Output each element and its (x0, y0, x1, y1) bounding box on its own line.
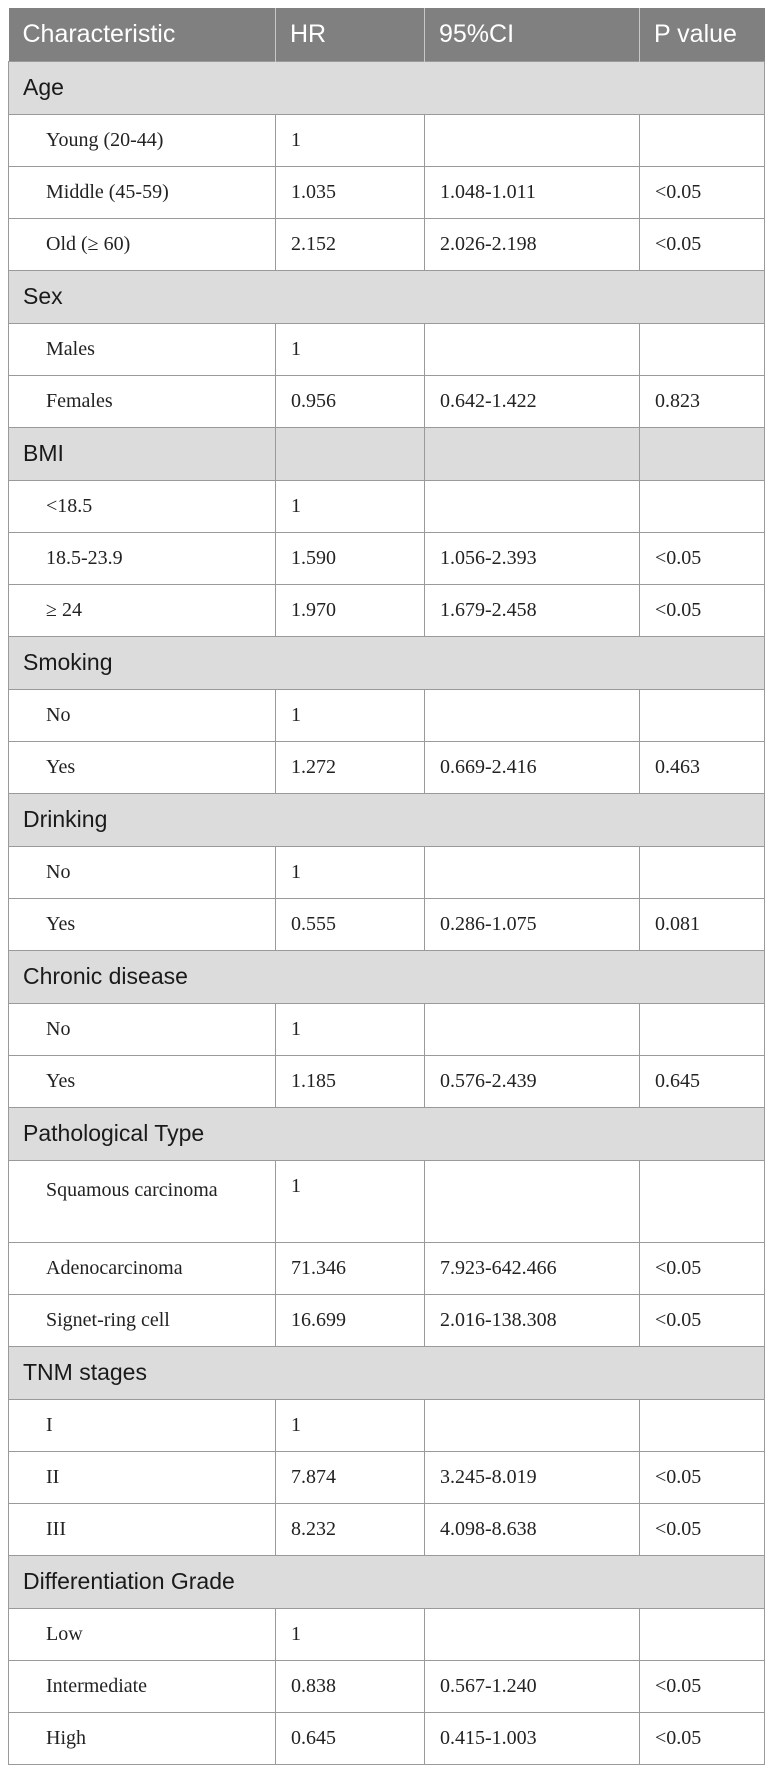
hr-cell: 16.699 (276, 1294, 425, 1346)
row-label: Males (9, 323, 276, 375)
group-label: Age (9, 61, 765, 114)
row-label: No (9, 689, 276, 741)
row-label: High (9, 1712, 276, 1764)
ci-cell (425, 846, 640, 898)
hr-cell: 1 (276, 1608, 425, 1660)
hr-cell: 1.272 (276, 741, 425, 793)
table-row (9, 1503, 765, 1555)
row-label: No (9, 1003, 276, 1055)
ci-cell: 0.286-1.075 (425, 898, 640, 950)
row-label: Adenocarcinoma (9, 1242, 276, 1294)
p-value-cell: 0.081 (640, 898, 765, 950)
table-row (9, 1294, 765, 1346)
ci-cell: 1.679-2.458 (425, 584, 640, 636)
ci-cell (425, 114, 640, 166)
hr-cell: 1 (276, 1003, 425, 1055)
ci-cell (425, 1160, 640, 1242)
p-value-cell (640, 689, 765, 741)
ci-cell (425, 1003, 640, 1055)
p-value-cell: <0.05 (640, 1294, 765, 1346)
hr-cell: 1 (276, 846, 425, 898)
hr-cell: 7.874 (276, 1451, 425, 1503)
hr-cell: 1.970 (276, 584, 425, 636)
ci-cell: 0.642-1.422 (425, 375, 640, 427)
row-label: Young (20-44) (9, 114, 276, 166)
header-ci: 95%CI (425, 8, 640, 61)
p-value-cell (640, 846, 765, 898)
table-row (9, 1399, 765, 1451)
table-row (9, 1055, 765, 1107)
ci-cell: 0.567-1.240 (425, 1660, 640, 1712)
ci-cell (425, 1608, 640, 1660)
hr-cell: 1 (276, 689, 425, 741)
p-value-cell: <0.05 (640, 1660, 765, 1712)
row-label: Intermediate (9, 1660, 276, 1712)
ci-cell: 4.098-8.638 (425, 1503, 640, 1555)
table-row (9, 1608, 765, 1660)
group-row-smoking (9, 636, 765, 689)
row-label: II (9, 1451, 276, 1503)
table-row (9, 1451, 765, 1503)
hr-cell: 1.590 (276, 532, 425, 584)
ci-cell: 0.576-2.439 (425, 1055, 640, 1107)
group-row-differentiation-grade (9, 1555, 765, 1608)
hr-cell: 1 (276, 1160, 425, 1242)
p-value-cell: <0.05 (640, 1242, 765, 1294)
table-header-row (9, 8, 765, 61)
p-value-cell (640, 1003, 765, 1055)
ci-cell (425, 323, 640, 375)
p-value-cell (640, 1608, 765, 1660)
p-value-cell: 0.463 (640, 741, 765, 793)
table-row (9, 741, 765, 793)
group-label: Sex (9, 270, 765, 323)
table-row (9, 846, 765, 898)
hr-cell: 0.838 (276, 1660, 425, 1712)
hr-cell: 1 (276, 1399, 425, 1451)
hr-cell: 1 (276, 323, 425, 375)
table-row (9, 1242, 765, 1294)
ci-cell: 1.048-1.011 (425, 166, 640, 218)
row-label: I (9, 1399, 276, 1451)
row-label: Squamous carcinoma (9, 1160, 276, 1242)
group-empty-cell (425, 427, 640, 480)
table-row (9, 218, 765, 270)
group-label: TNM stages (9, 1346, 765, 1399)
table-row (9, 1660, 765, 1712)
header-characteristic: Characteristic (9, 8, 276, 61)
ci-cell: 0.669-2.416 (425, 741, 640, 793)
group-row-age (9, 61, 765, 114)
p-value-cell (640, 323, 765, 375)
row-label: Females (9, 375, 276, 427)
group-row-chronic-disease (9, 950, 765, 1003)
hr-cell: 1 (276, 114, 425, 166)
group-empty-cell (640, 427, 765, 480)
p-value-cell (640, 1160, 765, 1242)
row-label: Yes (9, 1055, 276, 1107)
table-row (9, 898, 765, 950)
ci-cell (425, 480, 640, 532)
ci-cell: 3.245-8.019 (425, 1451, 640, 1503)
row-label: Low (9, 1608, 276, 1660)
hr-cell: 1 (276, 480, 425, 532)
p-value-cell: <0.05 (640, 1503, 765, 1555)
hr-cell: 2.152 (276, 218, 425, 270)
group-row-drinking (9, 793, 765, 846)
hr-cell: 0.956 (276, 375, 425, 427)
table-row (9, 480, 765, 532)
group-label: Differentiation Grade (9, 1555, 765, 1608)
table-row (9, 114, 765, 166)
ci-cell: 2.016-138.308 (425, 1294, 640, 1346)
header-p-value: P value (640, 8, 765, 61)
table-row (9, 689, 765, 741)
group-row-pathological-type (9, 1107, 765, 1160)
p-value-cell: <0.05 (640, 1451, 765, 1503)
table-row (9, 166, 765, 218)
ci-cell (425, 1399, 640, 1451)
group-label: Chronic disease (9, 950, 765, 1003)
group-label: BMI (9, 427, 276, 480)
p-value-cell: <0.05 (640, 1712, 765, 1764)
hr-cell: 1.185 (276, 1055, 425, 1107)
hr-cell: 1.035 (276, 166, 425, 218)
group-label: Drinking (9, 793, 765, 846)
table-row (9, 323, 765, 375)
p-value-cell: 0.645 (640, 1055, 765, 1107)
ci-cell (425, 689, 640, 741)
table-row (9, 532, 765, 584)
row-label: III (9, 1503, 276, 1555)
p-value-cell: <0.05 (640, 584, 765, 636)
row-label: 18.5-23.9 (9, 532, 276, 584)
ci-cell: 2.026-2.198 (425, 218, 640, 270)
p-value-cell (640, 480, 765, 532)
ci-cell: 0.415-1.003 (425, 1712, 640, 1764)
hr-cell: 71.346 (276, 1242, 425, 1294)
table-row (9, 1712, 765, 1764)
row-label: Signet-ring cell (9, 1294, 276, 1346)
row-label: <18.5 (9, 480, 276, 532)
table-row (9, 584, 765, 636)
group-empty-cell (276, 427, 425, 480)
group-row-bmi (9, 427, 765, 480)
p-value-cell (640, 114, 765, 166)
hr-cell: 0.555 (276, 898, 425, 950)
row-label: ≥ 24 (9, 584, 276, 636)
hazard-ratio-table-container (8, 8, 764, 1765)
hr-cell: 0.645 (276, 1712, 425, 1764)
row-label: Yes (9, 898, 276, 950)
row-label: No (9, 846, 276, 898)
table-row (9, 1160, 765, 1242)
row-label: Middle (45-59) (9, 166, 276, 218)
group-label: Pathological Type (9, 1107, 765, 1160)
hazard-ratio-table (8, 8, 765, 1765)
ci-cell: 1.056-2.393 (425, 532, 640, 584)
group-row-sex (9, 270, 765, 323)
table-row (9, 1003, 765, 1055)
p-value-cell: <0.05 (640, 218, 765, 270)
p-value-cell (640, 1399, 765, 1451)
p-value-cell: <0.05 (640, 166, 765, 218)
group-label: Smoking (9, 636, 765, 689)
group-row-tnm-stages (9, 1346, 765, 1399)
ci-cell: 7.923-642.466 (425, 1242, 640, 1294)
hr-cell: 8.232 (276, 1503, 425, 1555)
row-label: Yes (9, 741, 276, 793)
p-value-cell: <0.05 (640, 532, 765, 584)
table-row (9, 375, 765, 427)
p-value-cell: 0.823 (640, 375, 765, 427)
row-label: Old (≥ 60) (9, 218, 276, 270)
header-hr: HR (276, 8, 425, 61)
